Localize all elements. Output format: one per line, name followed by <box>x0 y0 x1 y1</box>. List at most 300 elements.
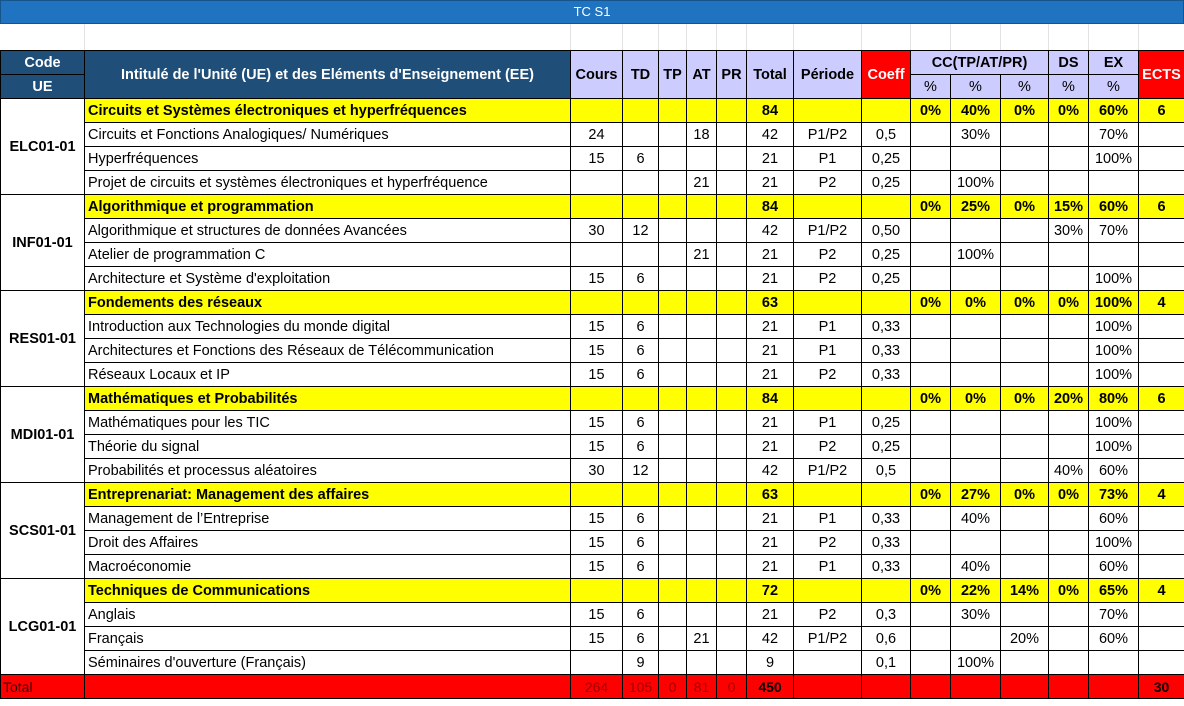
header-row-1 <box>1 51 1184 75</box>
table-cell <box>717 483 747 507</box>
table-cell: 15 <box>571 435 623 459</box>
table-cell <box>659 579 687 603</box>
table-cell: P1 <box>794 507 862 531</box>
table-cell <box>659 555 687 579</box>
table-cell <box>951 267 1001 291</box>
table-cell <box>794 291 862 315</box>
table-cell <box>659 219 687 243</box>
table-cell: 15 <box>571 531 623 555</box>
table-cell <box>659 99 687 123</box>
table-cell: P2 <box>794 243 862 267</box>
table-cell <box>659 459 687 483</box>
table-cell: 0% <box>1049 579 1089 603</box>
table-cell: 0% <box>1001 195 1049 219</box>
total-cell: 0 <box>717 675 747 699</box>
ee-title: Architectures et Fonctions des Réseaux de Télécommunication <box>85 339 571 363</box>
table-cell <box>1049 243 1089 267</box>
ee-title: Droit des Affaires <box>85 531 571 555</box>
table-cell <box>1089 243 1139 267</box>
total-cell: 105 <box>623 675 659 699</box>
ue-title: Algorithmique et programmation <box>85 195 571 219</box>
table-cell <box>911 171 951 195</box>
table-cell <box>1049 603 1089 627</box>
table-cell: 60% <box>1089 507 1139 531</box>
table-cell: 0% <box>951 387 1001 411</box>
table-cell <box>571 483 623 507</box>
table-cell <box>951 627 1001 651</box>
table-cell: 12 <box>623 219 659 243</box>
table-cell: 4 <box>1139 291 1184 315</box>
table-cell: P2 <box>794 171 862 195</box>
ee-row <box>1 219 1184 243</box>
table-cell <box>571 195 623 219</box>
header-pr: PR <box>717 51 747 99</box>
table-cell <box>1089 651 1139 675</box>
sheet-title: TC S1 <box>573 4 611 19</box>
table-cell <box>717 363 747 387</box>
table-cell <box>794 651 862 675</box>
table-cell <box>1001 315 1049 339</box>
ee-title: Management de l’Entreprise <box>85 507 571 531</box>
total-cell: 81 <box>687 675 717 699</box>
table-cell <box>1139 459 1184 483</box>
table-cell: P1 <box>794 555 862 579</box>
table-cell: 100% <box>951 243 1001 267</box>
table-cell <box>659 363 687 387</box>
table-cell: 9 <box>623 651 659 675</box>
table-cell: 21 <box>687 627 717 651</box>
total-label: Total <box>1 675 85 699</box>
table-cell: 20% <box>1049 387 1089 411</box>
ue-code: ELC01-01 <box>1 99 85 195</box>
table-cell <box>1139 243 1184 267</box>
table-cell <box>1049 627 1089 651</box>
table-cell <box>717 195 747 219</box>
ee-title: Macroéconomie <box>85 555 571 579</box>
table-cell: 60% <box>1089 195 1139 219</box>
table-cell: 60% <box>1089 459 1139 483</box>
table-cell: 73% <box>1089 483 1139 507</box>
table-cell: 42 <box>747 219 794 243</box>
table-cell <box>1049 339 1089 363</box>
header-pct: % <box>1001 75 1049 99</box>
ee-row <box>1 147 1184 171</box>
table-cell: 40% <box>951 555 1001 579</box>
table-cell <box>911 603 951 627</box>
header-ex: EX <box>1089 51 1139 75</box>
table-cell: 21 <box>747 147 794 171</box>
table-cell: 6 <box>1139 195 1184 219</box>
table-cell: P1/P2 <box>794 219 862 243</box>
total-cell: 450 <box>747 675 794 699</box>
table-cell: 42 <box>747 627 794 651</box>
header-periode: Période <box>794 51 862 99</box>
table-cell: 27% <box>951 483 1001 507</box>
total-cell <box>1089 675 1139 699</box>
table-cell <box>1001 507 1049 531</box>
table-cell: 40% <box>1049 459 1089 483</box>
table-cell <box>687 459 717 483</box>
table-cell <box>794 579 862 603</box>
table-cell: P1/P2 <box>794 459 862 483</box>
table-cell <box>659 339 687 363</box>
table-cell <box>571 579 623 603</box>
table-cell: 21 <box>747 339 794 363</box>
table-cell <box>1139 603 1184 627</box>
ee-row <box>1 531 1184 555</box>
table-cell <box>659 435 687 459</box>
table-cell <box>1001 123 1049 147</box>
table-cell: 0% <box>1001 387 1049 411</box>
table-cell <box>862 387 911 411</box>
table-cell <box>717 579 747 603</box>
table-cell: 0,3 <box>862 603 911 627</box>
table-cell <box>911 507 951 531</box>
table-cell: 0% <box>911 291 951 315</box>
table-cell: 30% <box>951 603 1001 627</box>
table-cell <box>623 387 659 411</box>
total-cell <box>1049 675 1089 699</box>
table-cell <box>623 579 659 603</box>
table-cell: 15 <box>571 339 623 363</box>
table-cell <box>659 483 687 507</box>
header-pct: % <box>1089 75 1139 99</box>
ee-title: Anglais <box>85 603 571 627</box>
table-cell <box>862 291 911 315</box>
table-cell <box>687 411 717 435</box>
table-cell: 0,33 <box>862 315 911 339</box>
table-cell <box>1049 123 1089 147</box>
table-cell: 0% <box>1049 291 1089 315</box>
table-cell: 63 <box>747 291 794 315</box>
table-cell <box>1001 363 1049 387</box>
table-cell <box>571 99 623 123</box>
table-cell: 100% <box>1089 363 1139 387</box>
table-cell: 21 <box>747 363 794 387</box>
ue-title: Circuits et Systèmes électroniques et hyperfréquences <box>85 99 571 123</box>
header-code: Code <box>1 51 85 75</box>
table-cell: 6 <box>623 435 659 459</box>
table-cell: 6 <box>1139 387 1184 411</box>
table-cell <box>911 219 951 243</box>
total-cell: 30 <box>1139 675 1184 699</box>
ue-row <box>1 387 1184 411</box>
table-cell: 72 <box>747 579 794 603</box>
table-cell: 0,33 <box>862 555 911 579</box>
table-cell <box>1001 459 1049 483</box>
table-cell <box>794 99 862 123</box>
table-cell <box>951 435 1001 459</box>
table-cell <box>911 123 951 147</box>
table-cell <box>687 387 717 411</box>
table-cell <box>1001 603 1049 627</box>
ee-title: Séminaires d'ouverture (Français) <box>85 651 571 675</box>
header-pct: % <box>951 75 1001 99</box>
table-cell <box>717 315 747 339</box>
table-cell <box>1139 339 1184 363</box>
ee-row <box>1 603 1184 627</box>
table-cell: 100% <box>951 171 1001 195</box>
table-cell <box>659 147 687 171</box>
table-cell: 0,5 <box>862 459 911 483</box>
table-cell: 4 <box>1139 579 1184 603</box>
total-cell <box>951 675 1001 699</box>
table-cell: 0,1 <box>862 651 911 675</box>
table-cell <box>1001 651 1049 675</box>
table-cell <box>1001 435 1049 459</box>
table-cell <box>687 435 717 459</box>
header-ds: DS <box>1049 51 1089 75</box>
table-cell <box>717 507 747 531</box>
ue-table <box>0 50 1184 699</box>
table-cell <box>1089 171 1139 195</box>
table-cell: 15 <box>571 363 623 387</box>
table-cell <box>717 171 747 195</box>
table-cell: 100% <box>951 651 1001 675</box>
header-cours: Cours <box>571 51 623 99</box>
ee-title: Français <box>85 627 571 651</box>
table-cell <box>1049 651 1089 675</box>
table-cell <box>911 147 951 171</box>
table-cell: 0,50 <box>862 219 911 243</box>
table-cell <box>1049 531 1089 555</box>
table-cell <box>1139 123 1184 147</box>
ue-row <box>1 579 1184 603</box>
table-cell: 14% <box>1001 579 1049 603</box>
table-cell: 6 <box>623 603 659 627</box>
table-cell: 0% <box>911 195 951 219</box>
table-cell: 6 <box>1139 99 1184 123</box>
ee-title: Architecture et Système d'exploitation <box>85 267 571 291</box>
ue-row <box>1 195 1184 219</box>
table-cell: 15 <box>571 603 623 627</box>
table-cell: 100% <box>1089 411 1139 435</box>
table-cell: 6 <box>623 339 659 363</box>
header-td: TD <box>623 51 659 99</box>
table-cell <box>1139 651 1184 675</box>
table-cell <box>717 99 747 123</box>
table-cell <box>1139 219 1184 243</box>
table-cell: 6 <box>623 507 659 531</box>
table-cell: 0,25 <box>862 147 911 171</box>
table-cell <box>717 459 747 483</box>
table-cell <box>717 123 747 147</box>
table-cell <box>911 459 951 483</box>
table-cell <box>659 531 687 555</box>
table-cell: 21 <box>747 507 794 531</box>
table-cell <box>717 243 747 267</box>
table-cell <box>862 483 911 507</box>
table-cell <box>1139 171 1184 195</box>
table-cell <box>687 507 717 531</box>
table-cell: P2 <box>794 531 862 555</box>
table-cell: P2 <box>794 363 862 387</box>
table-cell <box>1139 627 1184 651</box>
table-cell: P1/P2 <box>794 123 862 147</box>
table-cell <box>1049 267 1089 291</box>
ee-row <box>1 459 1184 483</box>
table-cell: 100% <box>1089 267 1139 291</box>
table-cell: P1/P2 <box>794 627 862 651</box>
table-cell: 80% <box>1089 387 1139 411</box>
table-cell: 15 <box>571 267 623 291</box>
total-cell <box>911 675 951 699</box>
table-cell: 0% <box>911 483 951 507</box>
table-cell: 15 <box>571 507 623 531</box>
table-cell <box>951 339 1001 363</box>
table-cell <box>1049 555 1089 579</box>
header-total: Total <box>747 51 794 99</box>
table-cell <box>911 435 951 459</box>
table-cell <box>911 555 951 579</box>
table-cell <box>623 483 659 507</box>
table-cell: P1 <box>794 315 862 339</box>
ee-row <box>1 411 1184 435</box>
table-cell <box>911 363 951 387</box>
table-cell: P1 <box>794 339 862 363</box>
table-cell <box>687 147 717 171</box>
table-cell <box>717 387 747 411</box>
ee-title: Hyperfréquences <box>85 147 571 171</box>
ee-title: Projet de circuits et systèmes électroniques et hyperfréquence <box>85 171 571 195</box>
table-cell: 4 <box>1139 483 1184 507</box>
table-cell <box>623 291 659 315</box>
table-cell <box>1139 147 1184 171</box>
table-cell <box>687 195 717 219</box>
table-cell: 6 <box>623 627 659 651</box>
table-cell: 60% <box>1089 555 1139 579</box>
table-cell <box>659 507 687 531</box>
table-cell: 84 <box>747 387 794 411</box>
table-cell <box>717 147 747 171</box>
table-cell <box>794 483 862 507</box>
table-cell: 21 <box>747 267 794 291</box>
table-cell: 0% <box>1001 99 1049 123</box>
total-cell: 0 <box>659 675 687 699</box>
table-cell <box>623 195 659 219</box>
table-cell <box>1139 363 1184 387</box>
table-cell <box>687 579 717 603</box>
table-cell: 22% <box>951 579 1001 603</box>
table-cell: 9 <box>747 651 794 675</box>
table-cell: 0,33 <box>862 339 911 363</box>
table-cell: 100% <box>1089 291 1139 315</box>
table-cell: 6 <box>623 531 659 555</box>
ue-row <box>1 291 1184 315</box>
table-cell <box>687 603 717 627</box>
table-cell: P2 <box>794 603 862 627</box>
ue-title: Mathématiques et Probabilités <box>85 387 571 411</box>
ue-code: RES01-01 <box>1 291 85 387</box>
table-cell: 15 <box>571 555 623 579</box>
table-cell <box>571 291 623 315</box>
ue-code: LCG01-01 <box>1 579 85 675</box>
table-cell: 84 <box>747 195 794 219</box>
table-cell <box>1049 363 1089 387</box>
table-cell: 70% <box>1089 123 1139 147</box>
table-cell: 0,33 <box>862 507 911 531</box>
table-cell <box>1139 267 1184 291</box>
table-cell <box>1049 411 1089 435</box>
table-cell: 100% <box>1089 339 1139 363</box>
table-cell: 0,33 <box>862 363 911 387</box>
table-cell: P2 <box>794 435 862 459</box>
table-cell: 40% <box>951 99 1001 123</box>
table-cell: 21 <box>747 603 794 627</box>
table-cell <box>1049 147 1089 171</box>
table-cell <box>951 411 1001 435</box>
table-cell <box>571 387 623 411</box>
table-cell: 6 <box>623 315 659 339</box>
table-cell <box>1139 555 1184 579</box>
table-cell <box>911 411 951 435</box>
table-cell: 100% <box>1089 315 1139 339</box>
ee-title: Réseaux Locaux et IP <box>85 363 571 387</box>
table-cell: 84 <box>747 99 794 123</box>
ue-code: MDI01-01 <box>1 387 85 483</box>
ee-title: Algorithmique et structures de données Avancées <box>85 219 571 243</box>
table-cell <box>717 339 747 363</box>
table-cell: 21 <box>747 435 794 459</box>
table-cell: 0% <box>1049 483 1089 507</box>
table-cell: 6 <box>623 363 659 387</box>
ue-title: Techniques de Communications <box>85 579 571 603</box>
ue-title: Fondements des réseaux <box>85 291 571 315</box>
table-cell <box>1049 171 1089 195</box>
table-cell <box>659 171 687 195</box>
ee-row <box>1 363 1184 387</box>
table-cell <box>717 627 747 651</box>
table-cell <box>623 171 659 195</box>
table-cell <box>1001 531 1049 555</box>
table-cell: 30 <box>571 459 623 483</box>
total-cell <box>1001 675 1049 699</box>
table-cell <box>911 651 951 675</box>
table-cell: 15 <box>571 315 623 339</box>
ee-row <box>1 315 1184 339</box>
table-cell: 21 <box>747 171 794 195</box>
ee-row <box>1 507 1184 531</box>
table-cell <box>862 99 911 123</box>
total-cell <box>794 675 862 699</box>
table-cell: 20% <box>1001 627 1049 651</box>
table-cell <box>911 627 951 651</box>
table-cell: 60% <box>1089 99 1139 123</box>
table-cell <box>1001 339 1049 363</box>
table-cell <box>1001 243 1049 267</box>
ee-title: Probabilités et processus aléatoires <box>85 459 571 483</box>
table-cell <box>1139 531 1184 555</box>
table-cell: 21 <box>747 411 794 435</box>
table-cell: 21 <box>687 171 717 195</box>
table-cell: 24 <box>571 123 623 147</box>
table-cell <box>862 195 911 219</box>
table-cell <box>687 315 717 339</box>
table-cell <box>1049 435 1089 459</box>
header-at: AT <box>687 51 717 99</box>
table-cell: 63 <box>747 483 794 507</box>
table-cell <box>659 387 687 411</box>
table-cell: P2 <box>794 267 862 291</box>
table-cell <box>862 579 911 603</box>
table-cell <box>1001 555 1049 579</box>
table-cell <box>687 99 717 123</box>
table-cell <box>1001 267 1049 291</box>
table-cell: 6 <box>623 411 659 435</box>
table-cell: 25% <box>951 195 1001 219</box>
ee-title: Introduction aux Technologies du monde digital <box>85 315 571 339</box>
table-cell: 0% <box>951 291 1001 315</box>
